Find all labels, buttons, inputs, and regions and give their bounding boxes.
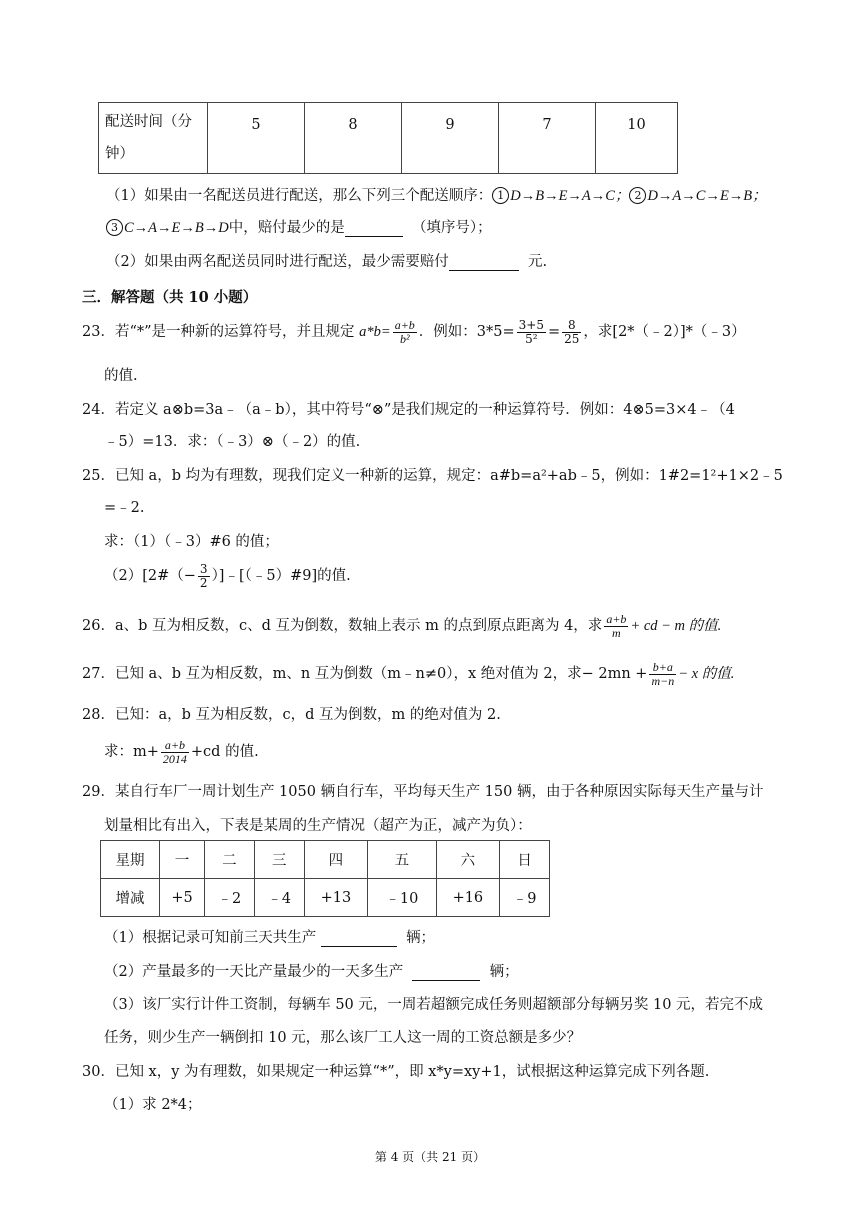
table-cell: ﹣9 — [500, 879, 550, 917]
q30-part1: （1）求 2*4； — [104, 1097, 202, 1113]
answer-blank[interactable] — [449, 254, 519, 271]
delivery-time-table — [98, 102, 678, 174]
fraction: $\frac{8}{25}$ — [564, 317, 580, 346]
q25-line3: 求：（1）（﹣3）#6 的值； — [104, 534, 279, 550]
circle-1-icon: 1 — [492, 187, 509, 204]
page-footer: 第 4 页（共 21 页） — [374, 1150, 486, 1164]
q22-part1-line2: 3 C→A→E→B→D中，赔付最少的是 （填序号）； — [106, 216, 492, 237]
q26-line: 26．a、b 互为相反数，c、d 互为倒数，数轴上表示 m 的点到原点距离为 4，求 $\frac{a+b}{m}$ + cd − m 的值. — [82, 611, 722, 640]
q29-part2: （2）产量最多的一天比产量最少的一天多生产 辆； — [104, 964, 519, 980]
production-table — [100, 840, 550, 917]
table-cell: ﹣2 — [205, 879, 255, 917]
fraction: $\frac{b+a}{m-n}$ — [651, 659, 675, 688]
q25-line1: 25．已知 a，b 均为有理数，现我们定义一种新的运算，规定：a#b=a²+ab﹣5，例如：1#2=1²+1×2﹣5 — [82, 468, 783, 484]
table-header-cell: 日 — [500, 841, 550, 879]
table-cell: ﹣4 — [254, 879, 304, 917]
table-header-cell: 四 — [304, 841, 368, 879]
table-cell: +13 — [304, 879, 368, 917]
answer-blank[interactable] — [412, 964, 480, 981]
table-header-cell: 二 — [205, 841, 255, 879]
fraction: $\frac{3+5}{\text{5²}}$ — [518, 317, 544, 346]
table-cell: +16 — [436, 879, 500, 917]
q28-line2: 求：m+ $\frac{a+b}{2014}$ +cd 的值. — [104, 737, 259, 766]
delivery-value: 5 — [208, 103, 305, 174]
q30-line1: 30．已知 x，y 为有理数，如果规定一种运算“*”，即 x*y=xy+1，试根据这种运算完成下列各题. — [82, 1064, 710, 1080]
table-header-cell: 五 — [368, 841, 436, 879]
table-cell: +5 — [160, 879, 205, 917]
table-cell: ﹣10 — [368, 879, 436, 917]
q29-part3-line2: 任务，则少生产一辆倒扣 10 元，那么该厂工人这一周的工资总额是多少？ — [104, 1030, 582, 1046]
fraction: $\frac{3}{2}$ — [199, 561, 208, 590]
fraction: $\frac{a+b}{\text{b²}}$ — [394, 317, 415, 346]
delivery-row-label: 配送时间（分钟） — [99, 103, 208, 174]
circle-2-icon: 2 — [629, 187, 646, 204]
table-header-cell: 六 — [436, 841, 500, 879]
q25-line2: =﹣2. — [104, 500, 145, 516]
q25-line4: （2）[2#（− $\frac{3}{2}$ ）]﹣[（﹣5）#9]的值. — [104, 561, 351, 590]
table-header-cell: 星期 — [101, 841, 160, 879]
q23-line2: 的值. — [104, 368, 138, 384]
answer-blank[interactable] — [345, 220, 403, 237]
delivery-value: 7 — [499, 103, 596, 174]
table-header-cell: 三 — [254, 841, 304, 879]
delivery-value: 10 — [596, 103, 678, 174]
answer-blank[interactable] — [321, 930, 397, 947]
q27-line: 27．已知 a、b 互为相反数，m、n 互为倒数（m﹣n≠0），x 绝对值为 2，求− 2mn + $\frac{b+a}{m-n}$ − x 的值. — [82, 659, 735, 688]
table-header-cell: 一 — [160, 841, 205, 879]
q29-part1: （1）根据记录可知前三天共生产 辆； — [104, 930, 436, 946]
fraction: $\frac{a+b}{m}$ — [606, 611, 627, 640]
delivery-value: 8 — [305, 103, 402, 174]
q24-line2: ﹣5）=13．求：（﹣3）⊗（﹣2）的值. — [104, 434, 361, 450]
q23-line1: 23．若“*”是一种新的运算符号，并且规定 a*b= $\frac{a+b}{\text{b²}}$ ．例如：3*5= $\frac{3+5}{\text{5²}}$ = $\frac{8}{25}$ ，求[2*（﹣2）]*（﹣3） — [82, 317, 746, 346]
delivery-value: 9 — [402, 103, 499, 174]
q24-line1: 24．若定义 a⊗b=3a﹣（a﹣b），其中符号“⊗”是我们规定的一种运算符号．例如：4⊗5=3×4﹣（4 — [82, 402, 735, 418]
q22-part1-line1: （1）如果由一名配送员进行配送，那么下列三个配送顺序： 1 D→B→E→A→C； 2 D→A→C→E→B； — [106, 188, 767, 204]
fraction: $\frac{a+b}{2014}$ — [162, 737, 187, 766]
q29-line1: 29．某自行车厂一周计划生产 1050 辆自行车，平均每天生产 150 辆，由于各种原因实际每天生产量与计 — [82, 784, 764, 800]
table-cell: 增减 — [101, 879, 160, 917]
q22-part2: （2）如果由两名配送员同时进行配送，最少需要赔付 元. — [106, 254, 548, 270]
section-title: 三．解答题（共 10 小题） — [82, 289, 258, 306]
q28-line1: 28．已知：a，b 互为相反数，c，d 互为倒数，m 的绝对值为 2. — [82, 707, 501, 723]
circle-3-icon: 3 — [106, 219, 123, 236]
q29-line2: 划量相比有出入，下表是某周的生产情况（超产为正，减产为负）： — [104, 818, 532, 834]
q29-part3-line1: （3）该厂实行计件工资制，每辆车 50 元，一周若超额完成任务则超额部分每辆另奖 10 元，若完不成 — [104, 997, 764, 1013]
